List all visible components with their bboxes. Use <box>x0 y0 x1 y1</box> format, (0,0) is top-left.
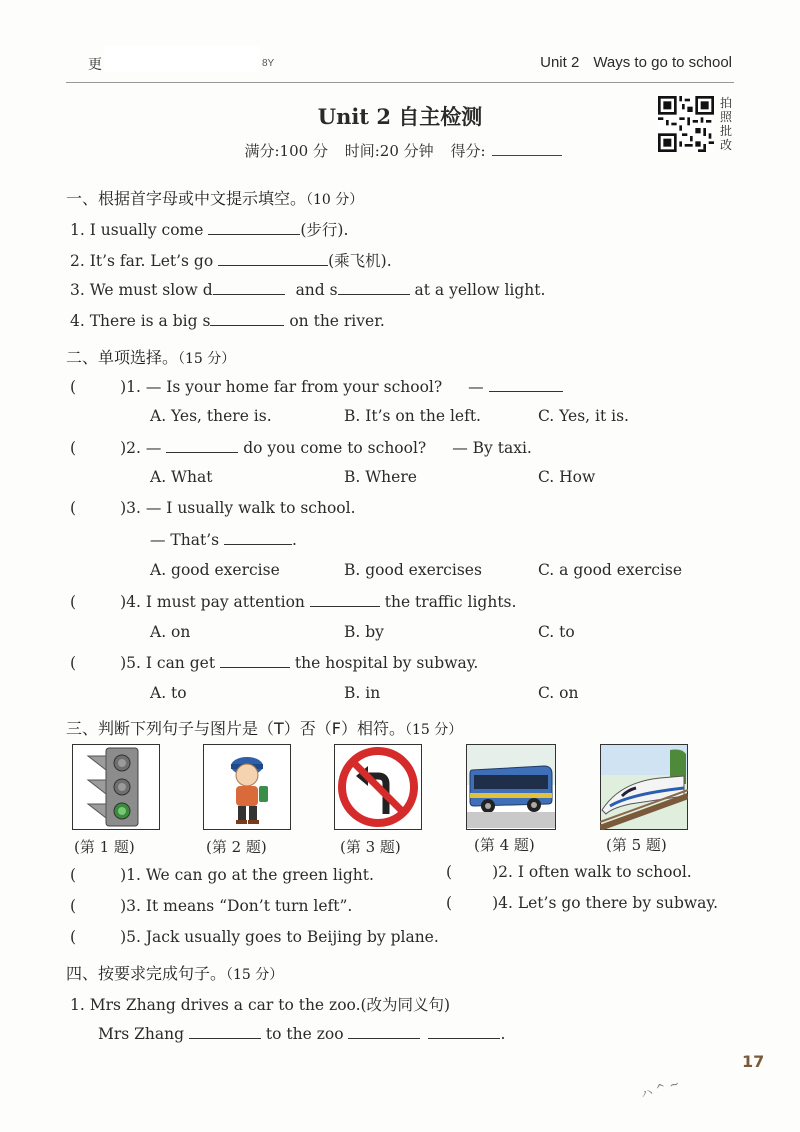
answer-paren-open: ( <box>70 866 77 884</box>
answer-paren-close: ) <box>492 894 499 912</box>
s2-q1-option-a[interactable]: A. Yes, there is. <box>150 407 272 425</box>
unit-label: Unit 2 <box>540 54 580 71</box>
s1-item-2-blank[interactable] <box>218 251 328 266</box>
answer-paren-open: ( <box>70 378 77 396</box>
section-2-heading <box>66 345 235 368</box>
s1-item-3-blank-2[interactable] <box>338 280 410 295</box>
header-left-text: 更 <box>88 56 102 72</box>
s2-q5-option-b[interactable]: B. in <box>344 684 381 702</box>
section-4-points: （15 分） <box>226 967 284 983</box>
answer-paren-close: ) <box>120 593 127 611</box>
s1-item-4-blank[interactable] <box>210 311 284 326</box>
time-limit: 时间:20 分钟 <box>344 142 434 160</box>
s2-q5-blank[interactable] <box>220 653 290 668</box>
s1-item-3-text: 3. We must slow d <box>70 281 213 299</box>
s2-q3-option-b[interactable]: B. good exercises <box>344 561 482 579</box>
s3-item-2 <box>446 863 692 881</box>
s2-q3 <box>70 499 356 517</box>
answer-paren-open: ( <box>70 928 77 946</box>
s2-q3-text: 3. — I usually walk to school. <box>126 499 356 517</box>
walking-boy-icon <box>203 744 291 830</box>
answer-paren-close: ) <box>120 439 127 457</box>
section-4-title: 四、按要求完成句子。 <box>66 964 227 983</box>
s3-item-5 <box>70 928 439 946</box>
answer-paren-close: ) <box>120 499 127 517</box>
s2-q2-text-2: do you come to school? <box>238 439 427 457</box>
section-3-title: 三、判断下列句子与图片是（T）否（F）相符。 <box>66 719 405 738</box>
s1-item-2-hint: (乘飞机). <box>328 252 392 270</box>
s1-item-1-text: 1. I usually come <box>70 221 209 239</box>
s2-q4 <box>70 592 516 611</box>
qr-code-icon[interactable] <box>658 96 714 152</box>
s4-q1-middle: to the zoo <box>261 1025 349 1043</box>
score-label: 得分: <box>450 142 486 160</box>
s2-q1-option-c[interactable]: C. Yes, it is. <box>538 407 629 425</box>
s2-q1-text: 1. — Is your home far from your school? <box>126 378 443 396</box>
answer-paren-open: ( <box>70 897 77 915</box>
answer-paren-close: ) <box>120 866 127 884</box>
s2-q2-text: 2. — <box>126 439 167 457</box>
section-1-heading <box>66 186 363 209</box>
s4-q1-blank-3[interactable] <box>428 1024 500 1039</box>
page-number: 17 <box>742 1052 765 1071</box>
answer-paren-open: ( <box>70 654 77 672</box>
s1-item-1-blank[interactable] <box>208 220 300 235</box>
s2-q5-text: 5. I can get <box>126 654 220 672</box>
answer-paren-close: ) <box>120 654 127 672</box>
s1-item-1 <box>70 218 348 240</box>
full-score: 满分:100 分 <box>244 142 328 160</box>
s1-item-4-text: 4. There is a big s <box>70 312 211 330</box>
score-blank[interactable] <box>492 141 562 156</box>
s2-q2-option-b[interactable]: B. Where <box>344 468 417 486</box>
s2-q2-option-a[interactable]: A. What <box>150 468 213 486</box>
s3-item-2-text: 2. I often walk to school. <box>498 863 692 881</box>
answer-paren-close: ) <box>492 863 499 881</box>
s3-item-3-text: 3. It means “Don’t turn left”. <box>126 897 353 915</box>
answer-paren-open: ( <box>70 439 77 457</box>
s2-q5-option-c[interactable]: C. on <box>538 684 579 702</box>
s1-item-2-text: 2. It’s far. Let’s go <box>70 252 219 270</box>
section-4-heading <box>66 961 283 984</box>
s2-q4-option-b[interactable]: B. by <box>344 623 384 641</box>
s4-q1-subject: Mrs Zhang <box>98 1025 189 1043</box>
caption-2: (第 2 题) <box>206 838 267 856</box>
s2-q4-text-2: the traffic lights. <box>379 593 517 611</box>
s1-item-4-text-2: on the river. <box>284 312 385 330</box>
s1-item-3-text-2: and s <box>290 281 338 299</box>
s4-q1-answer-line <box>98 1024 505 1043</box>
s1-item-4 <box>70 311 385 330</box>
traffic-light-icon <box>72 744 160 830</box>
header-rule <box>66 82 734 83</box>
s2-q4-blank[interactable] <box>310 592 380 607</box>
s2-q5-text-2: the hospital by subway. <box>289 654 479 672</box>
no-left-turn-sign-icon <box>334 744 422 830</box>
s4-q1-blank-1[interactable] <box>189 1024 261 1039</box>
answer-paren-open: ( <box>446 894 453 912</box>
s2-q3-option-c[interactable]: C. a good exercise <box>538 561 683 579</box>
s2-q2-option-c[interactable]: C. How <box>538 468 596 486</box>
s2-q2-reply: — By taxi. <box>452 439 532 457</box>
caption-3: (第 3 题) <box>340 838 401 856</box>
section-2-title: 二、单项选择。 <box>66 348 179 367</box>
pencil-marks: ハ ^ ~ <box>638 1076 682 1102</box>
answer-paren-open: ( <box>70 593 77 611</box>
s3-item-1-text: 1. We can go at the green light. <box>126 866 374 884</box>
s2-q3-reply-text: — That’s <box>150 531 225 549</box>
train-icon <box>600 744 688 830</box>
s2-q1-reply: — <box>468 378 489 396</box>
s2-q4-text: 4. I must pay attention <box>126 593 310 611</box>
s2-q3-period: . <box>292 531 297 549</box>
section-2-points: （15 分） <box>178 351 236 367</box>
s2-q4-option-c[interactable]: C. to <box>538 623 575 641</box>
bus-icon <box>466 744 556 830</box>
answer-paren-open: ( <box>70 499 77 517</box>
s2-q1-blank[interactable] <box>489 377 563 392</box>
s2-q1 <box>70 377 563 396</box>
s2-q4-option-a[interactable]: A. on <box>150 623 191 641</box>
section-3-points: （15 分） <box>404 722 463 738</box>
s3-item-5-text: 5. Jack usually goes to Beijing by plane. <box>126 928 439 946</box>
s1-item-1-hint: (步行). <box>300 221 349 239</box>
s2-q1-option-b[interactable]: B. It’s on the left. <box>344 407 481 425</box>
s3-item-1 <box>70 866 374 884</box>
s1-item-3-text-3: at a yellow light. <box>409 281 546 299</box>
s1-item-3-blank-1[interactable] <box>213 280 285 295</box>
redaction-box <box>104 46 260 72</box>
qr-caption: 拍照批改 <box>719 96 732 152</box>
s2-q5-option-a[interactable]: A. to <box>150 684 187 702</box>
section-1-points: （10 分） <box>306 192 364 208</box>
s4-q1: 1. Mrs Zhang drives a car to the zoo.(改为同义句) <box>70 996 451 1014</box>
answer-paren-open: ( <box>446 863 453 881</box>
s1-item-2 <box>70 249 392 271</box>
s4-q1-period: . <box>500 1025 506 1043</box>
s3-item-3 <box>70 897 352 915</box>
caption-1: (第 1 题) <box>74 838 135 856</box>
s1-item-3 <box>70 280 545 299</box>
running-header <box>540 54 732 71</box>
s2-q5 <box>70 653 478 672</box>
caption-5: (第 5 题) <box>606 836 667 854</box>
s2-q3-option-a[interactable]: A. good exercise <box>150 561 280 579</box>
s2-q3-blank[interactable] <box>224 530 292 545</box>
section-1-title: 一、根据首字母或中文提示填空。 <box>66 189 307 208</box>
answer-paren-close: ) <box>120 897 127 915</box>
unit-topic: Ways to go to school <box>593 54 732 71</box>
s2-q2 <box>70 438 532 457</box>
s4-q1-blank-2[interactable] <box>348 1024 420 1039</box>
s3-item-4 <box>446 894 718 912</box>
s2-q3-reply <box>150 530 297 549</box>
section-3-heading <box>66 716 462 739</box>
caption-4: (第 4 题) <box>474 836 535 854</box>
s2-q2-blank[interactable] <box>166 438 238 453</box>
s3-item-4-text: 4. Let’s go there by subway. <box>498 894 719 912</box>
page-title: Unit 2 自主检测 <box>317 104 483 129</box>
header-code: 8Y <box>262 58 275 69</box>
answer-paren-close: ) <box>120 378 127 396</box>
answer-paren-close: ) <box>120 928 127 946</box>
